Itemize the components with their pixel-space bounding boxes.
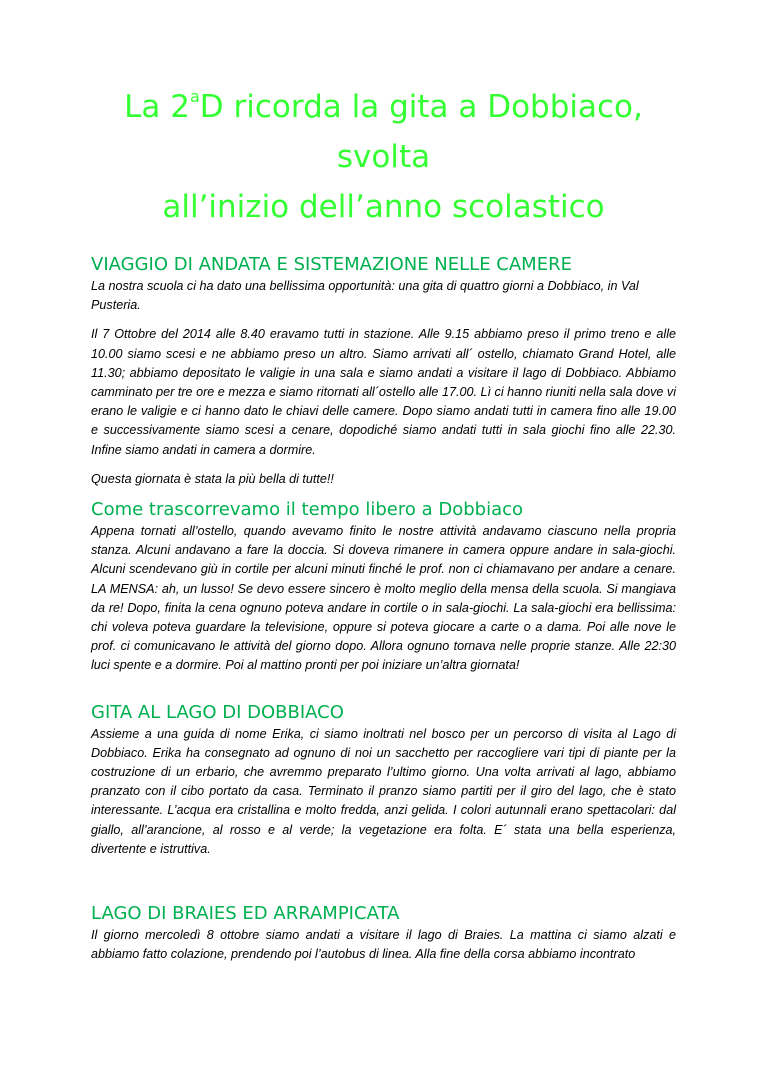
paragraph-gita-lago: Assieme a una guida di nome Erika, ci siamo inoltrati nel bosco per un percorso di visita al Lago di Dobbiaco. Erika ha consegnato ad ognuno di noi un sacchetto per raccogliere vari tipi di piante per la costruzione di un erbario, che avremmo preparato l’ultimo giorno. Una volta arrivati al lago, abbiamo pranzato con il cibo portato da casa. Terminato il pranzo siamo partiti per il giro del lago, che è stato interessante. L’acqua era cristallina e molto fredda, anzi gelida. I colori autunnali erano spettacolari: dal giallo, all’arancione, al rosso e al verde; la vegetazione era folta. E´ stata una bella esperienza, divertente e istruttiva. <box>91 726 676 856</box>
heading-viaggio: VIAGGIO DI ANDATA E SISTEMAZIONE NELLE CAMERE <box>91 254 572 275</box>
heading-gita-lago: GITA AL LAGO DI DOBBIACO <box>91 701 344 723</box>
heading-tempo-libero: Come trascorrevamo il tempo libero a Dobbiaco <box>91 499 524 521</box>
title-line2: all’inizio dell’anno scolastico <box>162 189 605 225</box>
paragraph-viaggio-intro: La nostra scuola ci ha dato una bellissima opportunità: una gita di quattro giorni a Dobbiaco, in Val Pusteria. <box>91 279 639 313</box>
page-title <box>91 82 676 232</box>
paragraph-viaggio-closing: Questa giornata è stata la più bella di tutte!! <box>91 471 334 486</box>
paragraph-tempo-libero: Appena tornati all’ostello, quando avevamo finito le nostre attività andavamo ciascuno nella propria stanza. Alcuni andavano a fare la doccia. Si doveva rimanere in camera oppure andare in sala-giochi. Alcuni scendevano giù in cortile per alcuni minuti finché le prof. non ci chiamavano per andare a cenare. LA MENSA: ah, un lusso! Se devo essere sincero è molto meglio della mensa della scuola. Si mangiava da re! Dopo, finita la cena ognuno poteva andare in cortile o in sala-giochi. La sala-giochi era bellissima: chi voleva poteva guardare la televisione, oppure si poteva giocare a carte o a dama. Poi alle nove le prof. ci comunicavano le attività del giorno dopo. Allora ognuno tornava nelle proprie stanze. Alle 22:30 luci spente e a dormire. Poi al mattino pronti per poi iniziare un’altra giornata! <box>91 524 676 673</box>
paragraph-lago-braies: Il giorno mercoledì 8 ottobre siamo andati a visitare il lago di Braies. La mattina ci siamo alzati e abbiamo fatto colazione, prendendo poi l’autobus di linea. Alla fine della corsa abbiamo incontrato <box>91 928 676 962</box>
title-line1: La 2$^a$D ricorda la gita a Dobbiaco, svolta <box>124 86 643 175</box>
document-page <box>0 82 768 1076</box>
heading-lago-braies: LAGO DI BRAIES ED ARRAMPICATA <box>91 903 400 925</box>
paragraph-viaggio-body: Il 7 Ottobre del 2014 alle 8.40 eravamo tutti in stazione. Alle 9.15 abbiamo preso il primo treno e alle 10.00 siamo scesi e ne abbiamo preso un altro. Siamo arrivati all´ ostello, chiamato Grand Hotel, alle 11.30; abbiamo depositato le valigie in una sala e siamo andati a visitare il lago di Dobbiaco. Abbiamo camminato per tre ore e mezza e siamo ritornati all´ostello alle 17.00. Lì ci hanno riuniti nella sala dove vi erano le valigie e ci hanno dato le chiavi delle camere. Dopo siamo andati tutti in camera fino alle 19.00 e successivamente siamo scesi a cenare, dopodiché siamo andati tutti in sala giochi fino alle 22.30. Infine siamo andati in camera a dormire. <box>91 327 676 457</box>
